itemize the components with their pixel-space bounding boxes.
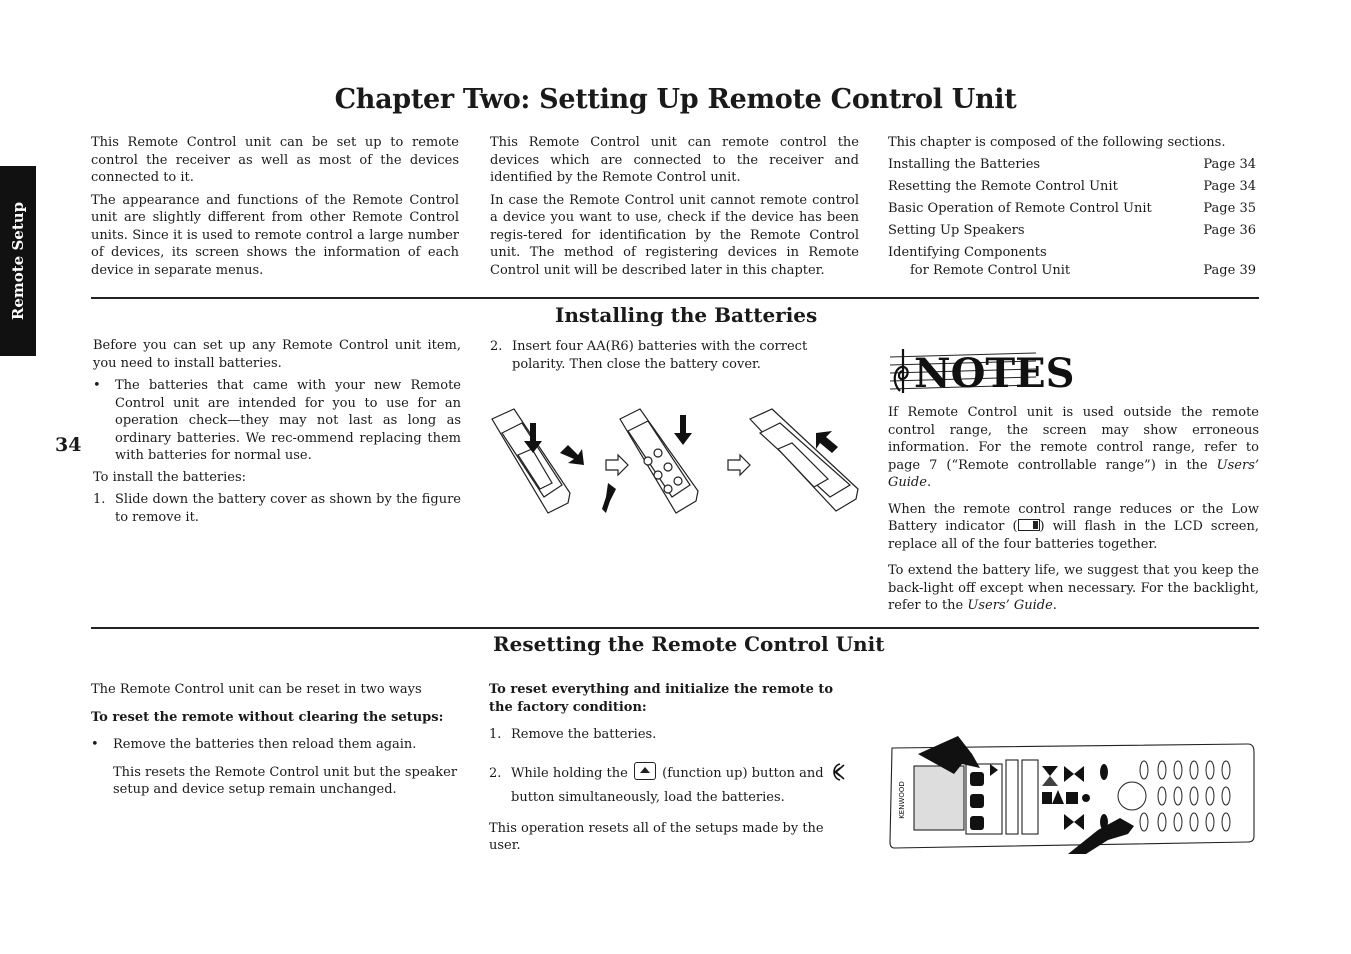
chapter-title: Chapter Two: Setting Up Remote Control Unit bbox=[334, 84, 1017, 115]
table-of-contents bbox=[888, 134, 1256, 284]
treble-clef-icon bbox=[895, 349, 908, 393]
section-title-reset: Resetting the Remote Control Unit bbox=[493, 632, 885, 656]
down-arrow-icon bbox=[674, 415, 692, 445]
reset-heading: To reset the remote without clearing the setups: bbox=[91, 709, 444, 725]
reset-column-2 bbox=[489, 681, 857, 860]
side-tab-label: Remote Setup bbox=[9, 201, 27, 321]
notes-column bbox=[888, 404, 1259, 620]
step-2: 2. While holding the (function up) button and button simultaneously, load the batteries. bbox=[489, 762, 857, 810]
intro-paragraph: This Remote Control unit can be set up to remote control the receiver as well as most of the devices connected to it. bbox=[91, 135, 459, 185]
toc-intro: This chapter is composed of the following sections. bbox=[888, 135, 1226, 150]
side-tab bbox=[0, 166, 36, 356]
toc-entry[interactable]: Identifying Components for Remote Control Unit Page 39 bbox=[888, 245, 1256, 278]
toc-entry[interactable]: Installing the Batteries Page 34 bbox=[888, 157, 1256, 172]
step-1: 1. Slide down the battery cover as shown by the figure to remove it. bbox=[93, 492, 461, 525]
intro-column-2 bbox=[490, 134, 859, 284]
reset-paragraph: This resets the Remote Control unit but the speaker setup and device setup remain unchanged. bbox=[113, 764, 458, 797]
section-divider bbox=[91, 627, 1259, 629]
function-up-button-icon bbox=[634, 762, 656, 780]
batteries-paragraph: Before you can set up any Remote Control unit item, you need to install batteries. bbox=[93, 338, 461, 371]
remote-back-view-3 bbox=[750, 409, 858, 511]
list-item: • Remove the batteries then reload them again. bbox=[91, 737, 417, 752]
reverse-button-icon bbox=[828, 762, 848, 782]
up-arrow-icon bbox=[816, 431, 838, 453]
note-paragraph: To extend the battery life, we suggest that you keep the back-light off except when necessary. For the backlight, refer to the Users’ Guide. bbox=[888, 563, 1259, 613]
list-item: • The batteries that came with your new Remote Control unit are intended for you to use for an operation check—they may not last as long as ordinary batteries. We rec-ommend replacing them with batteries for normal use. bbox=[93, 378, 461, 463]
batteries-paragraph: To install the batteries: bbox=[93, 469, 246, 485]
lift-arrow-icon bbox=[602, 483, 616, 513]
reset-column-1 bbox=[91, 681, 459, 799]
reset-paragraph: The Remote Control unit can be reset in two ways bbox=[91, 682, 422, 697]
toc-entry[interactable]: Setting Up Speakers Page 36 bbox=[888, 223, 1256, 238]
remote-back-view-2 bbox=[620, 409, 698, 513]
step-2: 2. Insert four AA(R6) batteries with the correct polarity. Then close the battery cover. bbox=[490, 339, 808, 372]
section-title-batteries: Installing the Batteries bbox=[555, 303, 818, 327]
slide-arrow-icon bbox=[560, 445, 584, 465]
reset-paragraph: This operation resets all of the setups made by the user. bbox=[489, 820, 824, 853]
batteries-column-2 bbox=[490, 338, 858, 373]
intro-paragraph: In case the Remote Control unit cannot remote control a device you want to use, check if the device has been regis-tered for identification by the Remote Control unit. The method of registering devices in Remote Control unit will be described later in this chapter. bbox=[490, 192, 859, 278]
low-battery-icon bbox=[1018, 519, 1040, 531]
section-divider bbox=[91, 297, 1259, 299]
step-1: 1. Remove the batteries. bbox=[489, 727, 657, 742]
intro-paragraph: This Remote Control unit can remote control the devices which are connected to the receiver and identified by the Remote Control unit. bbox=[490, 135, 859, 185]
page-number: 34 bbox=[55, 434, 82, 456]
note-paragraph: When the remote control range reduces or the Low Battery indicator ( ) will flash in the LCD screen, replace all of the four batteries together. bbox=[888, 501, 1259, 552]
toc-entry[interactable]: Basic Operation of Remote Control Unit Page 35 bbox=[888, 201, 1256, 216]
toc-entry[interactable]: Resetting the Remote Control Unit Page 34 bbox=[888, 179, 1256, 194]
brand-label: KENWOOD bbox=[898, 781, 906, 819]
notes-logo-text: NOTES bbox=[914, 350, 1075, 397]
battery-installation-illustration bbox=[488, 405, 863, 520]
reset-heading: To reset everything and initialize the remote to the factory condition: bbox=[489, 682, 834, 715]
intro-paragraph: The appearance and functions of the Remote Control unit are slightly different from other Remote Control units. Since it is used to remote control a large number of devices, its screen shows the information of each device in separate menus. bbox=[91, 192, 459, 278]
note-paragraph: If Remote Control unit is used outside the remote control range, the screen may show erroneous information. For the remote control range, refer to page 7 (“Remote controllable range”) in the Users’ Guide. bbox=[888, 405, 1259, 490]
notes-logo bbox=[888, 343, 1075, 397]
batteries-column-1 bbox=[93, 337, 461, 526]
intro-column-1 bbox=[91, 134, 459, 284]
remote-front-illustration bbox=[888, 730, 1256, 860]
